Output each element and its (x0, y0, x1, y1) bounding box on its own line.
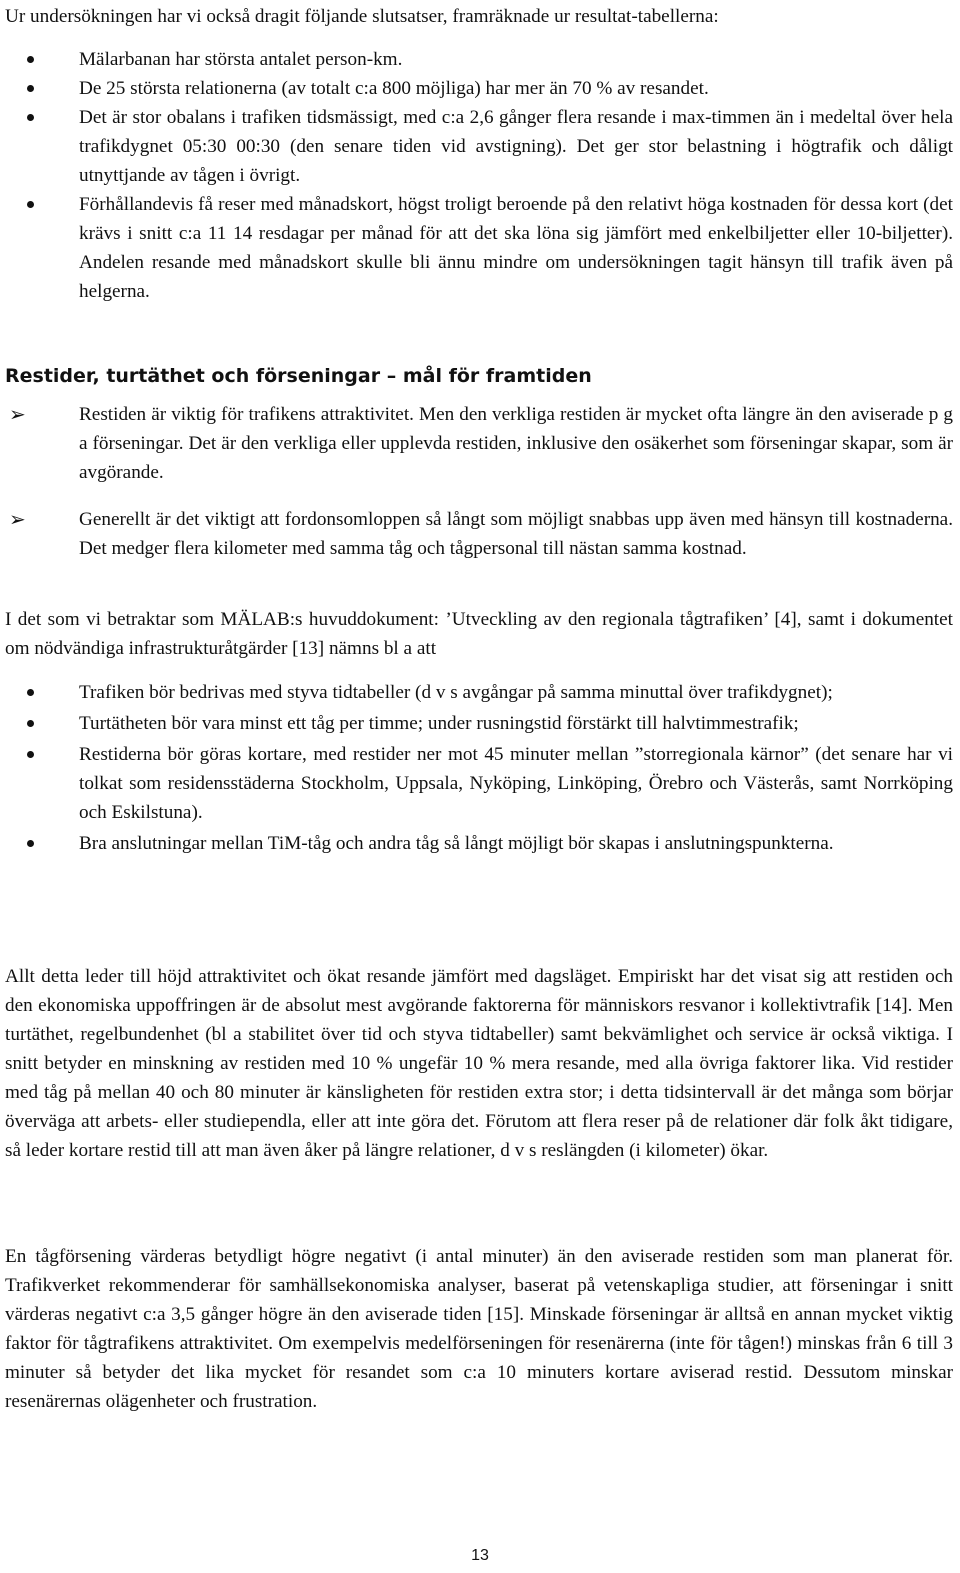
attractivity-paragraph: Allt detta leder till höjd attraktivitet och ökat resande jämfört med dagsläget. Empiriskt har det visat sig att restiden och den ekonomiska uppoffringen är de absolut mest avgörande faktorerna för människors resvanor i kollektivtrafik [14]. Men turtäthet, regelbundenhet (bl a stabilitet över tid och styva tidtabeller) samt bekvämlighet och service är också viktiga. I snitt betyder en minskning av restiden med 10 % ungefär 10 % mera resande, med alla övriga faktorer lika. Vid restider med tåg på mellan 40 och 80 minuter är känsligheten för restiden extra stor; i detta tidsintervall är det många som börjar överväga att arbets- eller studiependla, eller att inte göra det. Förutom att flera reser på de relationer där folk åkt tidigare, så leder kortare restid till att man även åker på längre relationer, d v s reslängden (i kilometer) ökar. (5, 966, 953, 1161)
list-item: Det är stor obalans i trafiken tidsmässigt, med c:a 2,6 gånger flera resande i max-timmen än i medeltal över hela trafikdygnet 05:30 00:30 (den senare tiden vid avstigning). Det ger stor belastning i högtrafik och dåligt utnyttjande av tågen i övrigt. (5, 103, 953, 190)
list-item: Bra anslutningar mellan TiM-tåg och andra tåg så långt möjligt bör skapas i anslutningspunkterna. (5, 829, 953, 858)
bullet-icon (27, 85, 34, 92)
list-item: De 25 största relationerna (av totalt c:a 800 möjliga) har mer än 70 % av resandet. (5, 74, 953, 103)
bullet-icon (27, 201, 34, 208)
bullet-icon (27, 56, 34, 63)
intro-paragraph: Ur undersökningen har vi också dragit följande slutsatser, framräknade ur resultat-tabellerna: (5, 6, 719, 27)
malab-paragraph: I det som vi betraktar som MÄLAB:s huvuddokument: ’Utveckling av den regionala tågtrafiken’ [4], samt i dokumentet om nödvändiga infrastrukturåtgärder [13] nämns bl a att (5, 609, 953, 659)
list-item: Mälarbanan har största antalet person-km. (5, 45, 953, 74)
bullet-icon (27, 114, 34, 121)
bullet-icon (27, 840, 34, 847)
arrow-bullet-icon: ➢ (9, 507, 26, 531)
bullet-icon (27, 720, 34, 727)
requirements-list (5, 678, 953, 858)
list-item: ➢ Generellt är det viktigt att fordonsomloppen så långt som möjligt snabbas upp även med hänsyn till kostnaderna. Det medger flera kilometer med samma tåg och tågpersonal till nästan samma kostnad. (9, 507, 953, 559)
conclusions-list (5, 45, 953, 306)
list-item: Turtätheten bör vara minst ett tåg per timme; under rusningstid förstärkt till halvtimmestrafik; (5, 709, 953, 738)
goals-list (5, 400, 953, 563)
delay-paragraph: En tågförsening värderas betydligt högre negativt (i antal minuter) än den aviserade restiden som man planerat för. Trafikverket rekommenderar för samhällsekonomiska analyser, baserat på vetenskapliga studier, att förseningar i snitt värderas negativt c:a 3,5 gånger högre än den aviserade tiden [15]. Minskade förseningar är alltså en annan mycket viktig faktor för tågtrafikens attraktivitet. Om exempelvis medelförseningen för resenärerna (inte för tågen!) minskas från 6 till 3 minuter så betyder det lika mycket för resandet som c:a 10 minuters kortare aviserad restid. Dessutom minskar resenärernas olägenheter och frustration. (5, 1246, 953, 1412)
list-item: Restiderna bör göras kortare, med restider ner mot 45 minuter mellan ”storregionala kärnor” (det senare har vi tolkat som residensstäderna Stockholm, Uppsala, Nyköping, Linköping, Örebro och Västerås, samt Norrköping och Eskilstuna). (5, 740, 953, 827)
bullet-icon (27, 689, 34, 696)
list-item: Trafiken bör bedrivas med styva tidtabeller (d v s avgångar på samma minuttal över trafikdygnet); (5, 678, 953, 707)
list-item: Förhållandevis få reser med månadskort, högst troligt beroende på den relativt höga kostnaden för dessa kort (det krävs i snitt c:a 11 14 resdagar per månad för att det ska löna sig jämfört med enkelbiljetter eller 10-biljetter). Andelen resande med månadskort skulle bli ännu mindre om undersökningen tagit hänsyn till trafik även på helgerna. (5, 190, 953, 306)
bullet-icon (27, 751, 34, 758)
list-item: ➢ Restiden är viktig för trafikens attraktivitet. Men den verkliga restiden är mycket ofta längre än den aviserade p g a förseningar. Det är den verkliga eller upplevda restiden, inklusive den osäkerhet som förseningar skapar, som är avgörande. (9, 402, 953, 483)
arrow-bullet-icon: ➢ (9, 402, 26, 426)
section-heading: Restider, turtäthet och förseningar – mål för framtiden (5, 365, 592, 387)
page-number: 13 (471, 1547, 489, 1564)
